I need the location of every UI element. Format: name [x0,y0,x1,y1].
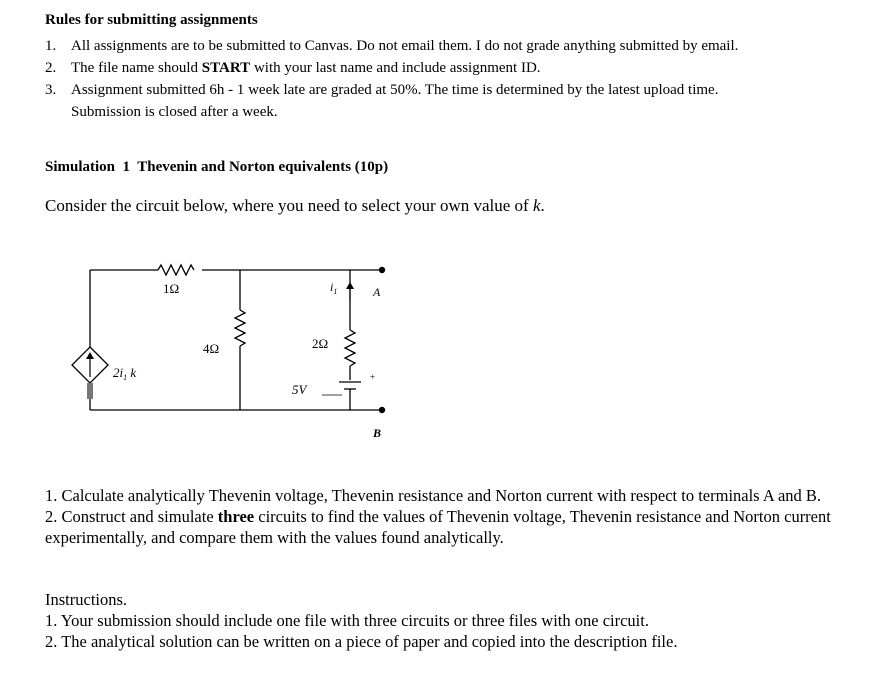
instruction-1: 1. Your submission should include one file with three circuits or three files with one circuit. [45,611,649,630]
rule-number: 2. [45,60,57,76]
question-2 [45,506,855,548]
instruction-2: 2. The analytical solution can be written on a piece of paper and copied into the description file. [45,632,678,651]
current-label [330,280,337,296]
resistor-1-ohm [158,265,194,275]
instructions [45,589,855,652]
rule-text: The file name should [71,60,202,76]
source-label [113,365,136,382]
question-2-emphasis: three [217,507,255,526]
rule-text-continued: Submission is closed after a week. [71,104,278,120]
rule-item [45,57,855,79]
terminal-b-label: B [373,426,382,440]
voltage-label: 5V [292,382,307,397]
r3-label: 2Ω [312,336,329,351]
consider-end: . [540,196,545,215]
rule-text: with your last name and include assignment ID. [250,60,541,76]
terminal-a-label: A [373,285,381,299]
rule-emphasis: START [201,60,251,76]
question-2-text: 2. Construct and simulate [45,507,218,526]
rule-item [45,35,855,57]
resistor-2-ohm [345,330,355,366]
source-subscript: 1 [123,373,128,382]
source-arrow-head [86,352,94,359]
rule-number: 3. [45,82,57,98]
questions [45,485,855,548]
current-arrow-head [346,282,354,289]
circuit-diagram [60,255,400,445]
current-symbol: i [330,280,334,294]
rule-text: Assignment submitted 6h - 1 week late are graded at 50%. The time is determined by the latest upload time. [71,82,719,98]
simulation-title: Simulation 1 Thevenin and Norton equivalents (10p) [45,159,389,175]
r1-label: 1Ω [163,281,180,296]
source-k: k [127,365,137,380]
rule-item [45,79,855,123]
consider-text [45,196,545,216]
instructions-title: Instructions. [45,590,128,609]
question-2-text-end: circuits to find the values of Thevenin voltage, Thevenin resistance and Norton current experimentally, and compare them with the values found analytically. [45,507,831,547]
r2-label: 4Ω [203,341,220,356]
terminal-a-dot [379,267,385,273]
rule-number: 1. [45,38,57,54]
rules-list [45,35,855,123]
rules-title: Rules for submitting assignments [45,12,258,28]
source-terminal-block [87,383,93,399]
terminal-b-dot [379,407,385,413]
battery-plus-sign: + [370,372,376,382]
rule-text: All assignments are to be submitted to Canvas. Do not email them. I do not grade anything submitted by email. [71,38,739,54]
consider-sentence: Consider the circuit below, where you need to select your own value of [45,196,533,215]
question-1: 1. Calculate analytically Thevenin voltage, Thevenin resistance and Norton current with respect to terminals A and B. [45,486,822,505]
current-subscript: 1 [333,287,338,296]
resistor-4-ohm [235,310,245,346]
consider-variable: k [532,196,541,215]
source-value: 2i [113,365,124,380]
